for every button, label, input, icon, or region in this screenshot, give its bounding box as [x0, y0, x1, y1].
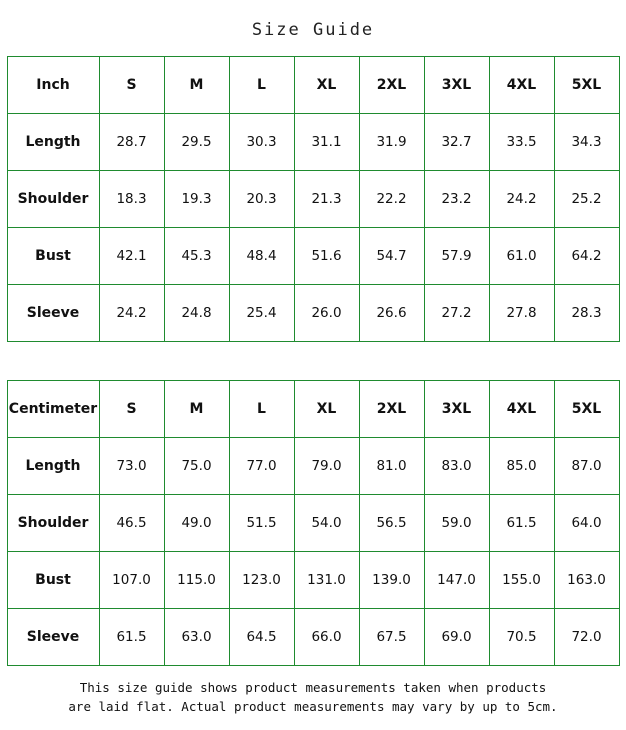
inch-size-table: [7, 56, 620, 342]
measure-value: 28.7: [99, 114, 164, 171]
measure-value: 34.3: [554, 114, 619, 171]
size-header: L: [229, 57, 294, 114]
measure-label: Sleeve: [7, 285, 99, 342]
measure-value: 45.3: [164, 228, 229, 285]
footnote-line: are laid flat. Actual product measurements may vary by up to 5cm.: [68, 699, 558, 714]
measure-value: 66.0: [294, 609, 359, 666]
centimeter-size-table: [7, 380, 620, 666]
measure-value: 163.0: [554, 552, 619, 609]
measure-value: 123.0: [229, 552, 294, 609]
table-header-row: [7, 381, 619, 438]
unit-label-inch: Inch: [7, 57, 99, 114]
measure-value: 81.0: [359, 438, 424, 495]
measure-value: 54.7: [359, 228, 424, 285]
measure-value: 24.2: [489, 171, 554, 228]
table-row: [7, 495, 619, 552]
table-row: [7, 285, 619, 342]
measure-value: 26.0: [294, 285, 359, 342]
measure-label: Length: [7, 114, 99, 171]
measure-value: 22.2: [359, 171, 424, 228]
measure-value: 155.0: [489, 552, 554, 609]
measure-label: Length: [7, 438, 99, 495]
size-header: 3XL: [424, 57, 489, 114]
measure-value: 131.0: [294, 552, 359, 609]
measure-value: 139.0: [359, 552, 424, 609]
measure-value: 46.5: [99, 495, 164, 552]
size-header: S: [99, 57, 164, 114]
size-header: 4XL: [489, 57, 554, 114]
measure-value: 30.3: [229, 114, 294, 171]
measure-value: 28.3: [554, 285, 619, 342]
measure-value: 19.3: [164, 171, 229, 228]
measure-value: 51.5: [229, 495, 294, 552]
size-header: 4XL: [489, 381, 554, 438]
measure-value: 42.1: [99, 228, 164, 285]
measure-value: 27.8: [489, 285, 554, 342]
table-row: [7, 438, 619, 495]
measure-value: 31.9: [359, 114, 424, 171]
size-header: 2XL: [359, 57, 424, 114]
measure-value: 75.0: [164, 438, 229, 495]
measure-value: 85.0: [489, 438, 554, 495]
size-header: M: [164, 381, 229, 438]
measure-value: 61.5: [489, 495, 554, 552]
page-title: Size Guide: [251, 20, 375, 40]
measure-value: 69.0: [424, 609, 489, 666]
measure-value: 20.3: [229, 171, 294, 228]
size-header: XL: [294, 381, 359, 438]
size-header: XL: [294, 57, 359, 114]
footnote: [0, 678, 626, 716]
measure-value: 67.5: [359, 609, 424, 666]
measure-value: 61.0: [489, 228, 554, 285]
table-row: [7, 609, 619, 666]
measure-value: 27.2: [424, 285, 489, 342]
measure-value: 73.0: [99, 438, 164, 495]
measure-value: 25.4: [229, 285, 294, 342]
measure-value: 31.1: [294, 114, 359, 171]
measure-label: Sleeve: [7, 609, 99, 666]
size-header: M: [164, 57, 229, 114]
measure-value: 18.3: [99, 171, 164, 228]
table-header-row: [7, 57, 619, 114]
measure-value: 59.0: [424, 495, 489, 552]
measure-value: 54.0: [294, 495, 359, 552]
measure-value: 64.5: [229, 609, 294, 666]
measure-value: 48.4: [229, 228, 294, 285]
table-row: [7, 228, 619, 285]
measure-value: 79.0: [294, 438, 359, 495]
measure-value: 25.2: [554, 171, 619, 228]
measure-value: 49.0: [164, 495, 229, 552]
measure-value: 24.2: [99, 285, 164, 342]
size-header: 5XL: [554, 381, 619, 438]
measure-label: Bust: [7, 228, 99, 285]
size-header: S: [99, 381, 164, 438]
size-header: 3XL: [424, 381, 489, 438]
measure-label: Shoulder: [7, 171, 99, 228]
measure-value: 72.0: [554, 609, 619, 666]
size-header: L: [229, 381, 294, 438]
measure-value: 147.0: [424, 552, 489, 609]
measure-label: Shoulder: [7, 495, 99, 552]
measure-value: 56.5: [359, 495, 424, 552]
measure-value: 21.3: [294, 171, 359, 228]
measure-value: 29.5: [164, 114, 229, 171]
measure-value: 83.0: [424, 438, 489, 495]
measure-value: 61.5: [99, 609, 164, 666]
measure-value: 64.0: [554, 495, 619, 552]
measure-value: 57.9: [424, 228, 489, 285]
table-spacer: [0, 342, 626, 380]
measure-value: 26.6: [359, 285, 424, 342]
measure-value: 87.0: [554, 438, 619, 495]
measure-value: 24.8: [164, 285, 229, 342]
footnote-line: This size guide shows product measurements taken when products: [79, 680, 547, 695]
measure-value: 70.5: [489, 609, 554, 666]
table-row: [7, 552, 619, 609]
table-row: [7, 171, 619, 228]
measure-value: 64.2: [554, 228, 619, 285]
size-header: 2XL: [359, 381, 424, 438]
measure-label: Bust: [7, 552, 99, 609]
measure-value: 77.0: [229, 438, 294, 495]
measure-value: 23.2: [424, 171, 489, 228]
measure-value: 32.7: [424, 114, 489, 171]
size-header: 5XL: [554, 57, 619, 114]
table-row: [7, 114, 619, 171]
measure-value: 51.6: [294, 228, 359, 285]
measure-value: 107.0: [99, 552, 164, 609]
unit-label-centimeter: Centimeter: [7, 381, 99, 438]
measure-value: 115.0: [164, 552, 229, 609]
measure-value: 33.5: [489, 114, 554, 171]
measure-value: 63.0: [164, 609, 229, 666]
